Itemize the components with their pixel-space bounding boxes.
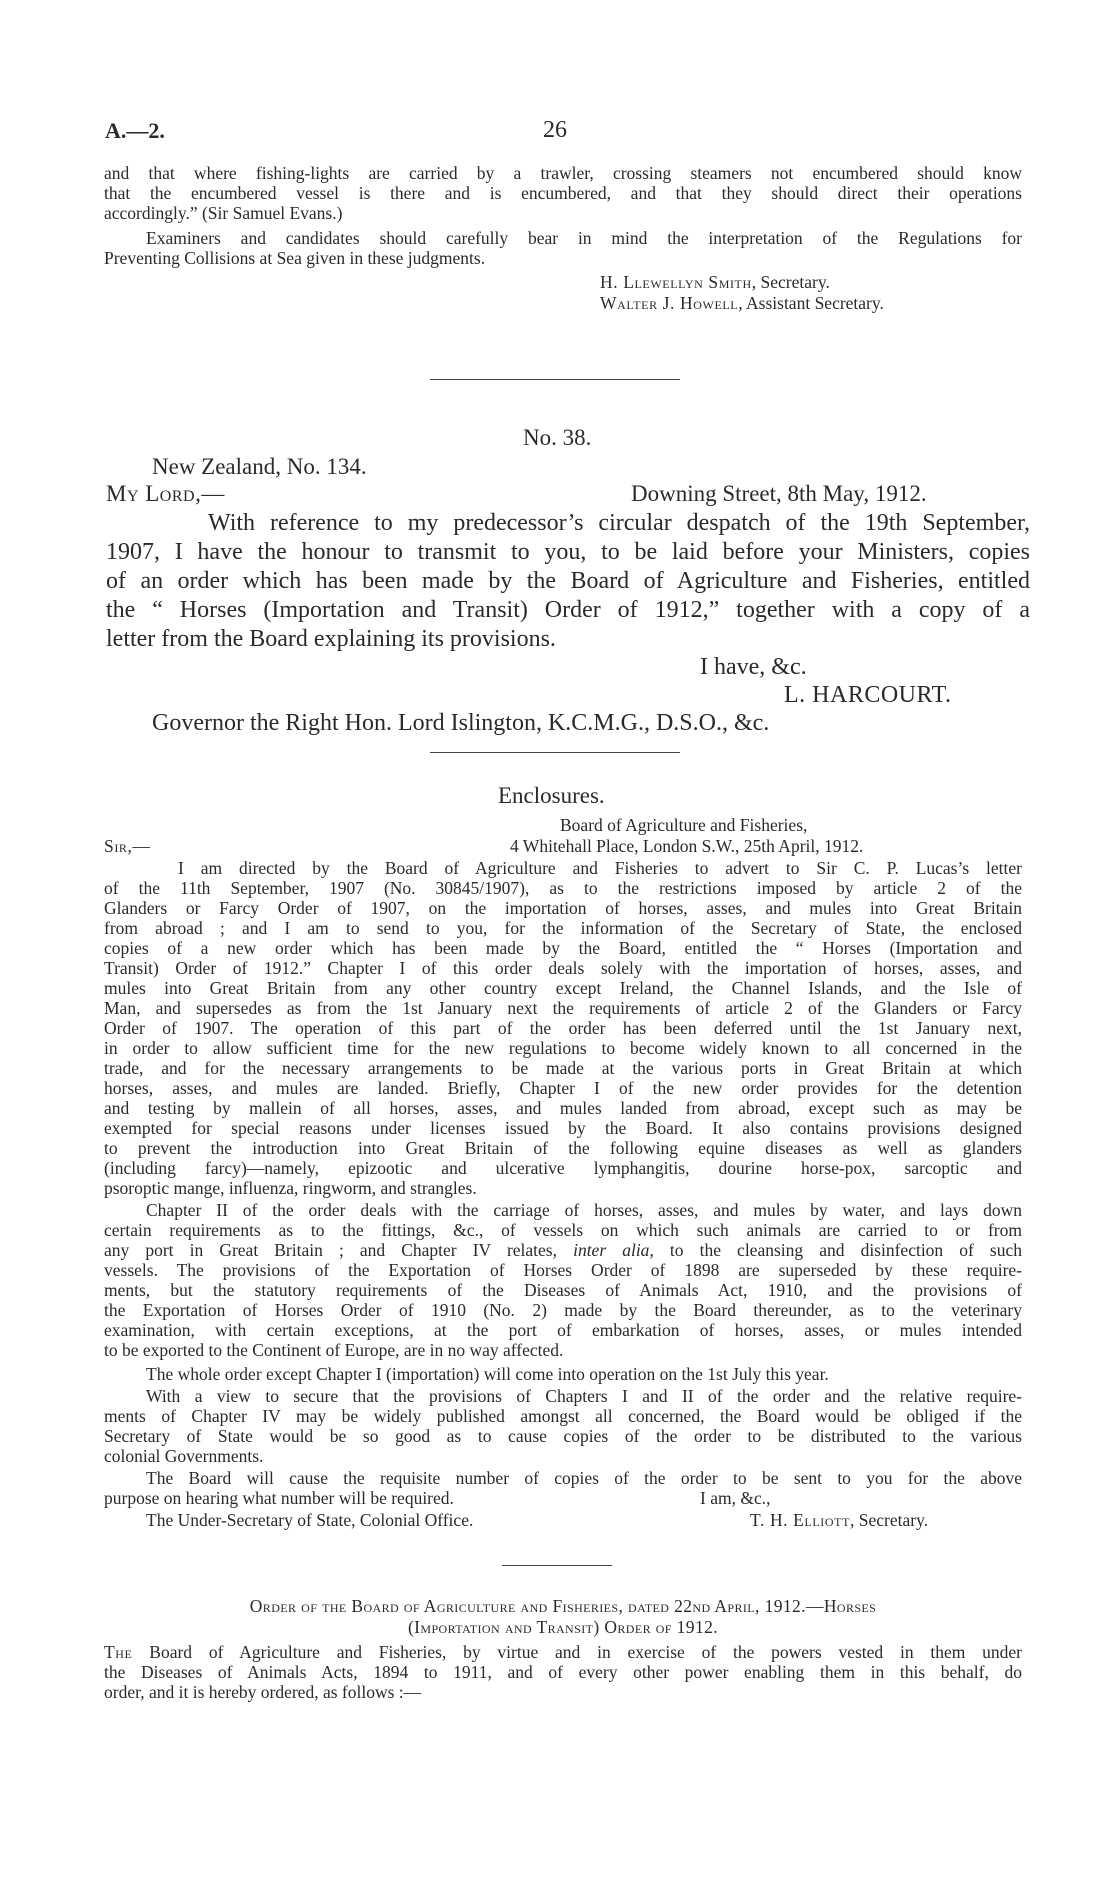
para2-line-4: vessels. The provisions of the Exportation of Horses Order of 1898 are superseded by these require-: [104, 1260, 1022, 1280]
enclosure-paragraph-3: The whole order except Chapter I (importation) will come into operation on the 1st July this year.: [146, 1364, 829, 1384]
para1-line-11: trade, and for the necessary arrangements to be made at the various ports in Great Britain at which: [104, 1058, 1022, 1078]
intro-line-3: accordingly.” (Sir Samuel Evans.): [104, 203, 343, 223]
para2-line-7: examination, with certain exceptions, at the port of embarkation of horses, asses, or mules intended: [104, 1320, 1022, 1340]
section-divider: [502, 1565, 612, 1566]
enclosure-address: 4 Whitehall Place, London S.W., 25th April, 1912.: [510, 836, 864, 856]
despatch-signature: L. HARCOURT.: [784, 682, 952, 708]
despatch-place-date: Downing Street, 8th May, 1912.: [631, 481, 927, 506]
para1-line-15: to prevent the introduction into Great Britain of the following equine diseases as well as glanders: [104, 1138, 1022, 1158]
assistant-secretary-name: Walter J. Howell: [600, 293, 739, 313]
para5-line-1: The Board will cause the requisite number of copies of the order to be sent to you for the above: [146, 1468, 1022, 1488]
intro-line-4: Examiners and candidates should carefully bear in mind the interpretation of the Regulations for: [146, 228, 1022, 248]
signature-assistant-secretary: [600, 293, 884, 313]
order-title-line-2: (Importation and Transit) Order of 1912.: [407, 1617, 719, 1637]
para4-line-2: ments of Chapter IV may be widely published amongst all concerned, the Board would be obliged if the: [104, 1406, 1022, 1426]
order-title-line-1: Order of the Board of Agriculture and Fisheries, dated 22nd April, 1912.—Horses: [249, 1596, 877, 1616]
intro-line-5: Preventing Collisions at Sea given in these judgments.: [104, 248, 486, 268]
para5-line-2: purpose on hearing what number will be required.: [104, 1488, 454, 1508]
para1-line-3: Glanders or Farcy Order of 1907, on the importation of horses, asses, and mules into Great Britain: [104, 898, 1022, 918]
para2-line-5: ments, but the statutory requirements of the Diseases of Animals Act, 1910, and the provisions of: [104, 1280, 1022, 1300]
para1-line-1: I am directed by the Board of Agriculture and Fisheries to advert to Sir C. P. Lucas’s letter: [178, 858, 1022, 878]
order-body-line-1: The Board of Agriculture and Fisheries, by virtue and in exercise of the powers vested in them under: [104, 1642, 1022, 1662]
para1-line-9: Order of 1907. The operation of this part of the order has been deferred until the 1st January next,: [104, 1018, 1022, 1038]
despatch-colony: New Zealand, No. 134.: [152, 454, 367, 479]
order-body-line-3: order, and it is hereby ordered, as follows :—: [104, 1682, 422, 1702]
intro-line-2: that the encumbered vessel is there and is encumbered, and that they should direct their operations: [104, 183, 1022, 203]
para1-line-8: Man, and supersedes as from the 1st January next the requirements of article 2 of the Glanders or Farcy: [104, 998, 1022, 1018]
despatch-line-2: 1907, I have the honour to transmit to you, to be laid before your Ministers, copies: [106, 539, 1030, 565]
enclosure-signature: [750, 1510, 928, 1530]
signature-secretary: [600, 272, 830, 292]
assistant-secretary-role: , Assistant Secretary.: [738, 293, 884, 313]
para1-line-6: Transit) Order of 1912.” Chapter I of this order deals solely with the importation of horses, asses, and: [104, 958, 1022, 978]
para2-line-2: certain requirements as to the fittings, &c., of vessels on which such animals are carried to or from: [104, 1220, 1022, 1240]
para1-line-16: (including farcy)—namely, epizootic and ulcerative lymphangitis, dourine horse-pox, sarcoptic and: [104, 1158, 1022, 1178]
para1-line-10: in order to allow sufficient time for the new regulations to become widely known to all concerned in the: [104, 1038, 1022, 1058]
para2-line-1: Chapter II of the order deals with the carriage of horses, asses, and mules by water, and lays down: [146, 1200, 1022, 1220]
despatch-line-1: With reference to my predecessor’s circular despatch of the 19th September,: [208, 510, 1030, 536]
para1-line-14: exempted for special reasons under licenses issued by the Board. It also contains provisions designed: [104, 1118, 1022, 1138]
enclosure-addressee: The Under-Secretary of State, Colonial Office.: [146, 1510, 474, 1530]
para1-line-17: psoroptic mange, influenza, ringworm, and strangles.: [104, 1178, 477, 1198]
despatch-addressee: Governor the Right Hon. Lord Islington, K.C.M.G., D.S.O., &c.: [152, 710, 770, 736]
signatory-role: , Secretary.: [850, 1510, 929, 1530]
para1-line-7: mules into Great Britain from any other country except Ireland, the Channel Islands, and the Isle of: [104, 978, 1022, 998]
enclosures-heading: Enclosures.: [498, 783, 605, 808]
para1-line-2: of the 11th September, 1907 (No. 30845/1907), as to the restrictions imposed by article 2 of the: [104, 878, 1022, 898]
enclosure-organisation: Board of Agriculture and Fisheries,: [560, 815, 808, 835]
despatch-line-3: of an order which has been made by the Board of Agriculture and Fisheries, entitled: [106, 568, 1030, 594]
despatch-salutation: My Lord,—: [106, 481, 225, 506]
para4-line-1: With a view to secure that the provisions of Chapters I and II of the order and the relative require-: [146, 1386, 1022, 1406]
page-number: 26: [543, 117, 567, 143]
document-reference: A.—2.: [105, 118, 165, 143]
para1-line-12: horses, asses, and mules are landed. Briefly, Chapter I of the new order provides for the detention: [104, 1078, 1022, 1098]
enclosure-salutation: Sir,—: [104, 836, 151, 856]
signatory-name: T. H. Elliott: [750, 1510, 851, 1530]
para4-line-4: colonial Governments.: [104, 1446, 264, 1466]
para2-line-6: the Exportation of Horses Order of 1910 (No. 2) made by the Board thereunder, as to the veterinary: [104, 1300, 1022, 1320]
para2-line-8: to be exported to the Continent of Europe, are in no way affected.: [104, 1340, 564, 1360]
secretary-name: H. Llewellyn Smith: [600, 272, 752, 292]
enclosure-closing: I am, &c.,: [700, 1488, 771, 1508]
para1-line-4: from abroad ; and I am to send to you, for the information of the Secretary of State, the enclosed: [104, 918, 1022, 938]
section-divider: [430, 752, 680, 753]
para1-line-13: and testing by mallein of all horses, asses, and mules landed from abroad, except such as may be: [104, 1098, 1022, 1118]
order-body-line-2: the Diseases of Animals Acts, 1894 to 1911, and of every other power enabling them in this behalf, do: [104, 1662, 1022, 1682]
para1-line-5: copies of a new order which has been made by the Board, entitled the “ Horses (Importation and: [104, 938, 1022, 958]
despatch-line-4: the “ Horses (Importation and Transit) Order of 1912,” together with a copy of a: [106, 597, 1030, 623]
intro-line-1: and that where fishing-lights are carried by a trawler, crossing steamers not encumbered should know: [104, 163, 1022, 183]
para4-line-3: Secretary of State would be so good as to cause copies of the order to be distributed to the various: [104, 1426, 1022, 1446]
secretary-role: , Secretary.: [751, 272, 830, 292]
inter-alia: inter alia: [573, 1240, 650, 1260]
section-divider: [430, 379, 680, 380]
despatch-line-5: letter from the Board explaining its provisions.: [106, 626, 556, 652]
despatch-closing: I have, &c.: [700, 654, 807, 680]
despatch-number: No. 38.: [523, 425, 592, 450]
order-body-lead: The: [104, 1642, 133, 1662]
para2-line-3: any port in Great Britain ; and Chapter IV relates, inter alia, to the cleansing and disinfection of such: [104, 1240, 1023, 1260]
